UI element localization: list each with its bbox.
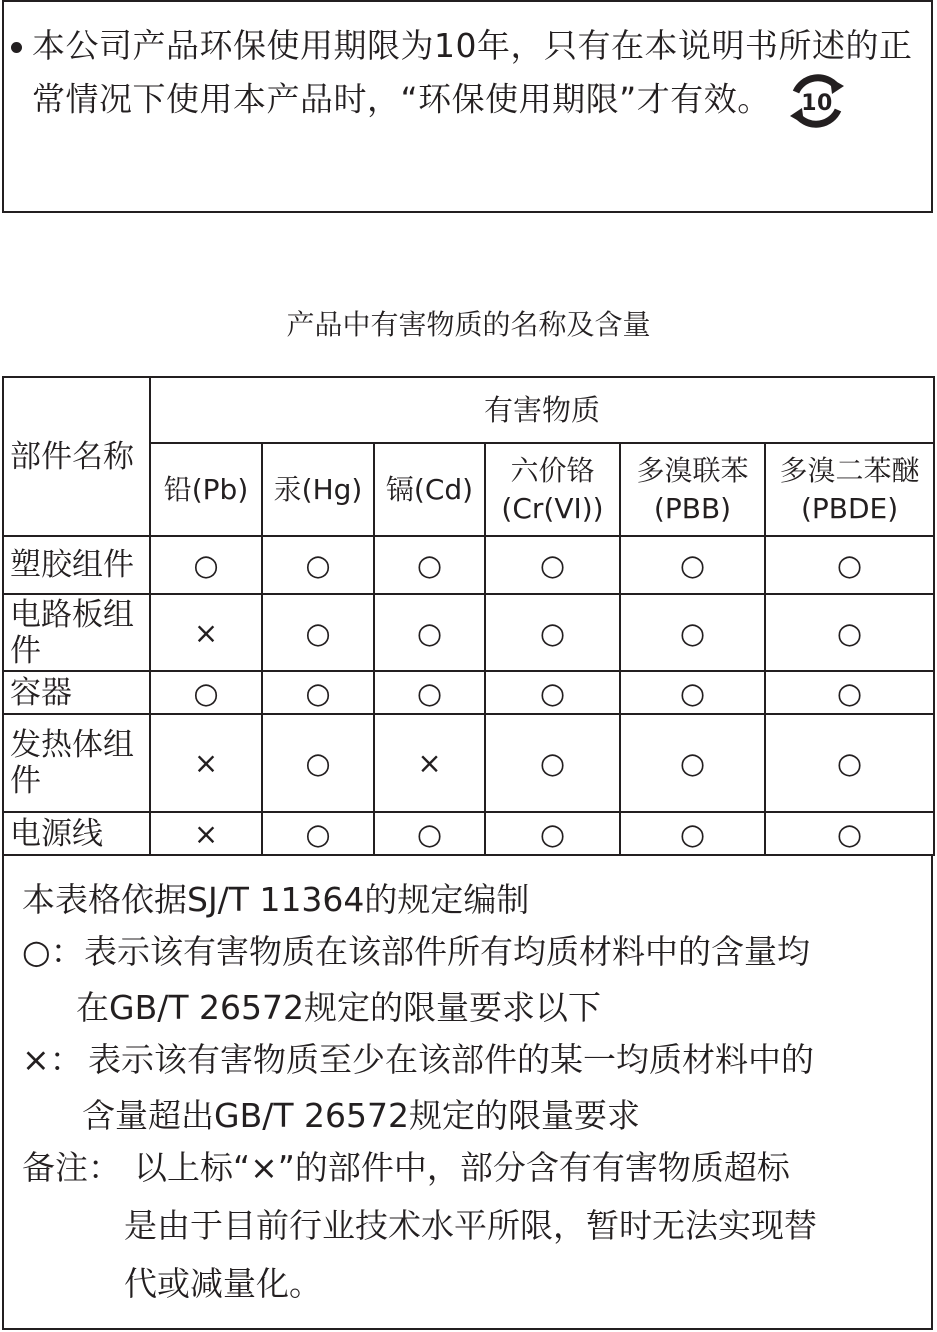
- cross-legend-label: ×：: [22, 1040, 83, 1079]
- part-name-cell: 发热体组件: [3, 714, 150, 812]
- value-cell: ○: [485, 671, 620, 714]
- circle-legend-text-1: 表示该有害物质在该部件所有均质材料中的含量均: [84, 932, 810, 971]
- cross-legend-text-1: 表示该有害物质至少在该部件的某一均质材料中的: [88, 1040, 814, 1079]
- value-cell: ×: [374, 714, 485, 812]
- value-cell: ○: [485, 536, 620, 594]
- remark-text-2: 是由于目前行业技术水平所限，暂时无法实现替: [124, 1206, 817, 1245]
- substance-header-pbb: 多溴联苯 (PBB): [620, 443, 765, 536]
- circle-legend-text-2: 在GB/T 26572规定的限量要求以下: [76, 988, 601, 1027]
- value-cell: ○: [485, 594, 620, 671]
- substance-header-chromium: 六价铬 (Cr(VI)): [485, 443, 620, 536]
- table-notes-box: [2, 854, 933, 1330]
- value-cell: ○: [374, 671, 485, 714]
- value-cell: ○: [620, 714, 765, 812]
- part-name-cell: 电路板组件: [3, 594, 150, 671]
- value-cell: ○: [765, 714, 934, 812]
- value-cell: ×: [150, 594, 262, 671]
- value-cell: ○: [262, 536, 374, 594]
- part-name-cell: 塑胶组件: [3, 536, 150, 594]
- substance-header-lead: 铅(Pb): [150, 443, 262, 536]
- value-cell: ○: [374, 536, 485, 594]
- table-row: [3, 714, 934, 812]
- notice-text-block: [32, 20, 932, 130]
- value-cell: ○: [485, 714, 620, 812]
- value-cell: ○: [765, 594, 934, 671]
- value-cell: ○: [262, 594, 374, 671]
- part-name-cell: 电源线: [3, 812, 150, 855]
- value-cell: ○: [765, 671, 934, 714]
- notice-text: 本公司产品环保使用期限为10年，只有在本说明书所述的正常情况下使用本产品时，“环保使用期限”才有效。: [32, 26, 913, 119]
- remark-label: 备注：: [22, 1148, 121, 1187]
- remark-text-3: 代或减量化。: [124, 1264, 322, 1303]
- part-name-header: 部件名称: [3, 377, 150, 536]
- hazardous-substance-group-header: 有害物质: [150, 377, 934, 443]
- substance-header-pbde: 多溴二苯醚 (PBDE): [765, 443, 934, 536]
- value-cell: ×: [150, 812, 262, 855]
- value-cell: ○: [374, 812, 485, 855]
- epup-10-year-logo-icon: [786, 72, 848, 130]
- environmental-notice-box: [2, 0, 933, 213]
- table-row: [3, 671, 934, 714]
- table-row: [3, 812, 934, 855]
- value-cell: ○: [485, 812, 620, 855]
- value-cell: ×: [150, 714, 262, 812]
- value-cell: ○: [620, 594, 765, 671]
- basis-note: 本表格依据SJ/T 11364的规定编制: [22, 880, 530, 919]
- value-cell: ○: [765, 536, 934, 594]
- value-cell: ○: [150, 671, 262, 714]
- table-row: [3, 536, 934, 594]
- substance-header-cadmium: 镉(Cd): [374, 443, 485, 536]
- value-cell: ○: [620, 812, 765, 855]
- hazardous-substance-table: [2, 376, 935, 856]
- value-cell: ○: [262, 812, 374, 855]
- substance-header-mercury: 汞(Hg): [262, 443, 374, 536]
- value-cell: ○: [150, 536, 262, 594]
- value-cell: ○: [620, 536, 765, 594]
- table-row: [3, 594, 934, 671]
- value-cell: ○: [620, 671, 765, 714]
- circle-legend-label: ○：: [22, 932, 84, 971]
- value-cell: ○: [765, 812, 934, 855]
- value-cell: ○: [262, 671, 374, 714]
- cross-legend-text-2: 含量超出GB/T 26572规定的限量要求: [82, 1096, 640, 1135]
- bullet-icon: [11, 42, 22, 53]
- table-title: 产品中有害物质的名称及含量: [286, 308, 651, 341]
- remark-text-1: 以上标“×”的部件中，部分含有有害物质超标: [134, 1148, 790, 1187]
- part-name-cell: 容器: [3, 671, 150, 714]
- value-cell: ○: [262, 714, 374, 812]
- epup-logo-number: 10: [800, 91, 833, 116]
- value-cell: ○: [374, 594, 485, 671]
